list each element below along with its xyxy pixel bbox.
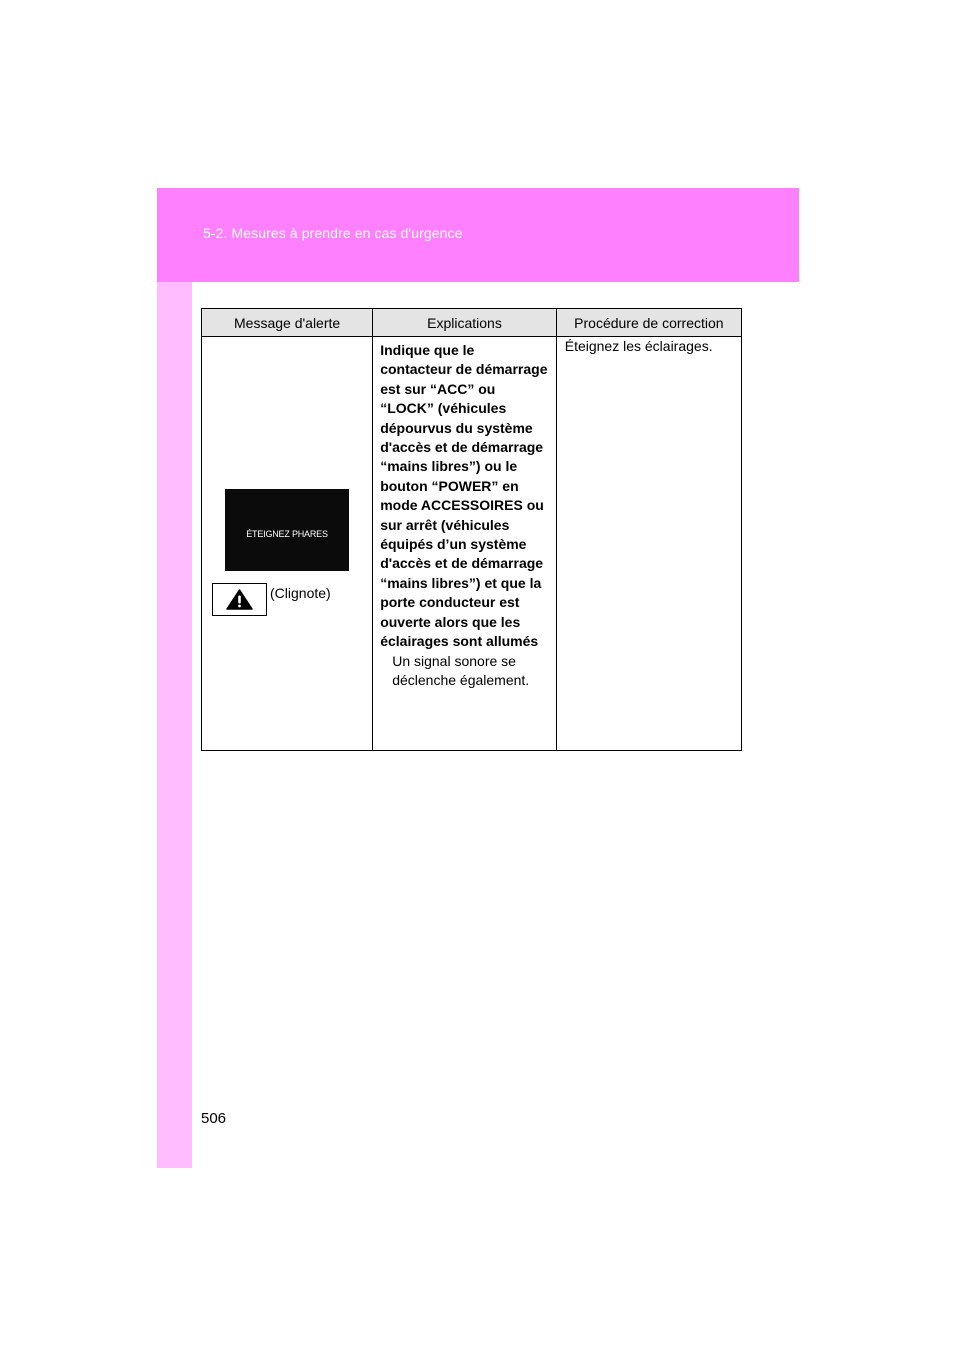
table-row — [202, 337, 742, 751]
blink-label: (Clignote) — [270, 585, 331, 601]
display-screen-text: ÉTEIGNEZ PHARES — [246, 529, 328, 539]
explanation-text: Indique que le contacteur de démarrage est sur “ACC” ou “LOCK” (véhicules dépourvus du système d'accès et de démarrage “mains libres”) ou le bouton “POWER” en mode ACCESSOIRES ou sur arrêt (véhicules équipés d’un système d'accès et de démarrage “mains libres”) et que la porte conducteur est ouverte alors que les éclairages sont allumés — [380, 342, 548, 650]
procedure-cell — [556, 337, 741, 751]
side-strip — [157, 282, 192, 1168]
column-header-explications: Explications — [373, 309, 557, 337]
explanation-cell — [373, 337, 557, 751]
warning-triangle-icon — [226, 589, 253, 610]
procedure-text: Éteignez les éclairages. — [564, 338, 713, 354]
page-number: 506 — [201, 1110, 227, 1127]
warning-indicator — [212, 583, 267, 616]
column-header-message: Message d'alerte — [202, 309, 373, 337]
table-header-row — [202, 309, 742, 337]
explanation-note: Un signal sonore se déclenche également. — [392, 652, 530, 688]
section-title: 5-2. Mesures à prendre en cas d'urgence — [203, 225, 463, 241]
column-header-procedure: Procédure de correction — [556, 309, 741, 337]
header-band — [157, 188, 799, 282]
display-screen-image — [225, 489, 349, 571]
alert-message-cell — [202, 337, 373, 751]
alert-table — [201, 308, 742, 751]
